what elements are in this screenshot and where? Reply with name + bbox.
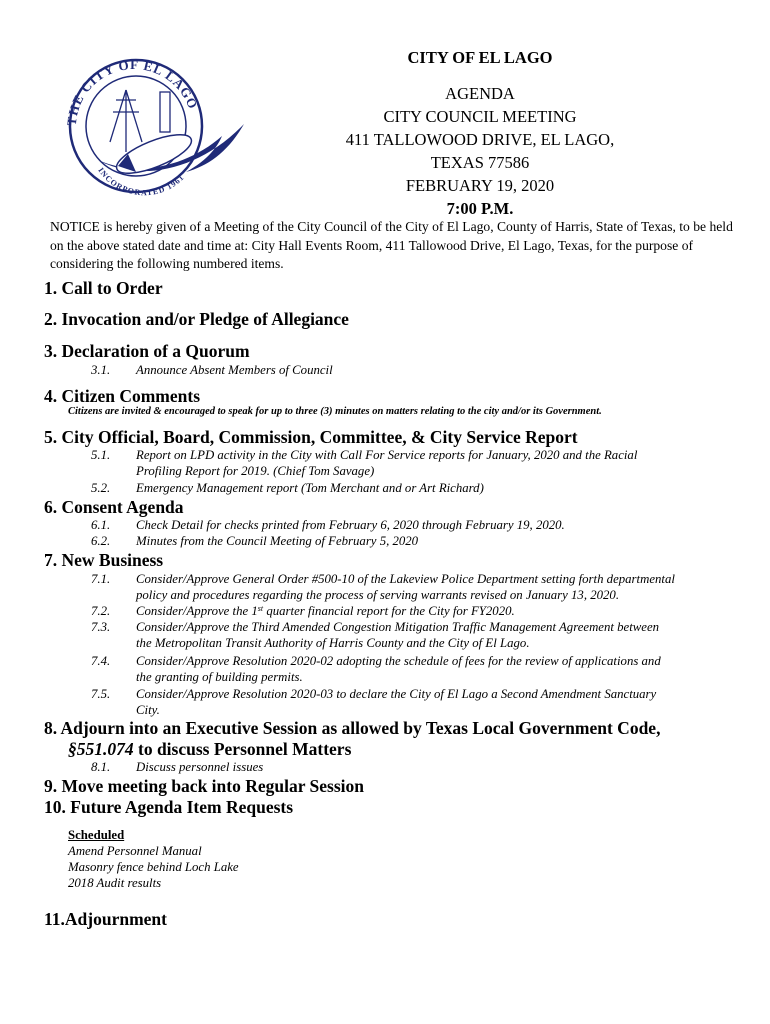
address-line1: 411 TALLOWOOD DRIVE, EL LAGO, bbox=[345, 130, 615, 149]
item-text-line2: Profiling Report for 2019. (Chief Tom Savage) bbox=[136, 464, 375, 478]
item-text: Consider/Approve the 1st quarter financial report for the City for FY2020. bbox=[136, 604, 515, 618]
section-2-title: 2. Invocation and/or Pledge of Allegiance bbox=[44, 309, 349, 329]
item-text-line2: City. bbox=[136, 703, 160, 717]
item-number: 7.2. bbox=[91, 604, 111, 618]
section-5-title: 5. City Official, Board, Commission, Committee, & City Service Report bbox=[44, 427, 578, 447]
item-number: 3.1. bbox=[91, 363, 111, 377]
section-4-title: 4. Citizen Comments bbox=[44, 386, 201, 406]
city-seal-logo bbox=[58, 42, 248, 207]
item-text-line1: Consider/Approve Resolution 2020-02 adopting the schedule of fees for the review of applications and bbox=[136, 654, 661, 668]
item-number: 6.1. bbox=[91, 518, 111, 532]
item-number: 5.1. bbox=[91, 448, 111, 462]
item-text: Emergency Management report (Tom Merchant and or Art Richard) bbox=[136, 481, 484, 495]
item-number: 5.2. bbox=[91, 481, 111, 495]
section-3-title: 3. Declaration of a Quorum bbox=[44, 341, 250, 361]
item-text-line1: Consider/Approve Resolution 2020-03 to declare the City of El Lago a Second Amendment Sanctuary bbox=[136, 687, 657, 701]
item-number: 7.4. bbox=[91, 654, 111, 668]
seal-bottom-text: INCORPORATED 1961 bbox=[96, 165, 187, 198]
scheduled-item: 2018 Audit results bbox=[68, 876, 162, 890]
seal-ring-text: THE CITY OF EL LAGO bbox=[63, 57, 201, 127]
meeting-date: FEBRUARY 19, 2020 bbox=[405, 176, 555, 195]
section-7-title: 7. New Business bbox=[44, 550, 164, 570]
item-text: Minutes from the Council Meeting of February 5, 2020 bbox=[136, 534, 419, 548]
item-text: Announce Absent Members of Council bbox=[136, 363, 333, 377]
item-number: 7.5. bbox=[91, 687, 111, 701]
citizen-comments-note: Citizens are invited & encouraged to speak for up to three (3) minutes on matters relating to the city and/or its Government. bbox=[68, 406, 602, 417]
item-text-line1: Consider/Approve General Order #500-10 of the Lakeview Police Department setting forth departmental bbox=[136, 572, 675, 586]
item-number: 7.3. bbox=[91, 620, 111, 634]
item-number: 8.1. bbox=[91, 760, 111, 774]
section-9-title: 9. Move meeting back into Regular Session bbox=[44, 776, 365, 796]
item-text: Discuss personnel issues bbox=[136, 760, 264, 774]
svg-text:THE CITY OF EL LAGO bbox=[64, 57, 201, 126]
section-11-title: 11.Adjournment bbox=[44, 909, 167, 929]
section-8-title-line2: §551.074 to discuss Personnel Matters bbox=[68, 739, 352, 759]
agenda-heading: AGENDA bbox=[445, 84, 515, 103]
scheduled-item: Masonry fence behind Loch Lake bbox=[68, 860, 239, 874]
section-10-title: 10. Future Agenda Item Requests bbox=[44, 797, 294, 817]
item-number: 6.2. bbox=[91, 534, 111, 548]
address-line2: TEXAS 77586 bbox=[430, 153, 530, 172]
item-number: 7.1. bbox=[91, 572, 111, 586]
item-text-line2: policy and procedures regarding the process of serving warrants revised on January 13, 2020. bbox=[136, 588, 620, 602]
scheduled-item: Amend Personnel Manual bbox=[68, 844, 202, 858]
meeting-time: 7:00 P.M. bbox=[446, 199, 514, 218]
meeting-type: CITY COUNCIL MEETING bbox=[383, 107, 577, 126]
section-1-title: 1. Call to Order bbox=[44, 278, 163, 298]
section-6-title: 6. Consent Agenda bbox=[44, 497, 184, 517]
city-title: CITY OF EL LAGO bbox=[407, 48, 553, 67]
item-text-line1: Report on LPD activity in the City with Call For Service reports for January, 2020 and the Racial bbox=[136, 448, 638, 462]
notice-paragraph: NOTICE is hereby given of a Meeting of the City Council of the City of El Lago, County of Harris, State of Texas, to be held on the above stated date and time at: City Hall Events Room, 411 Tallowood Drive, El Lago, Texas, for the purpose of considering the following numbered items. bbox=[50, 219, 733, 271]
item-text-line2: the granting of building permits. bbox=[136, 670, 303, 684]
item-text-line1: Consider/Approve the Third Amended Congestion Mitigation Traffic Management Agreement between bbox=[136, 620, 660, 634]
item-text: Check Detail for checks printed from February 6, 2020 through February 19, 2020. bbox=[136, 518, 565, 532]
scheduled-label: Scheduled bbox=[68, 828, 125, 842]
item-text-line2: the Metropolitan Transit Authority of Harris County and the City of El Lago. bbox=[136, 636, 530, 650]
section-8-title-line1: 8. Adjourn into an Executive Session as allowed by Texas Local Government Code, bbox=[44, 718, 661, 738]
